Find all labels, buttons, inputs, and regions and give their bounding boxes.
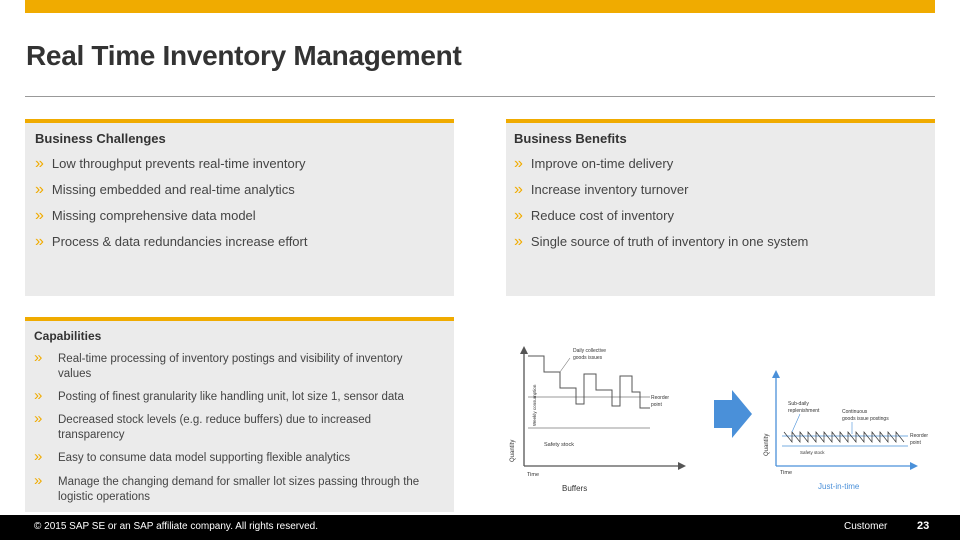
buffers-ylabel: Quantity [510,439,516,462]
daily-issues-label-2: goods issues [573,355,603,361]
jit-y-arrow-icon [772,370,780,378]
benefit-item: » Improve on-time delivery [514,155,674,172]
buffers-stock-curve [528,356,650,408]
chevron-bullet-icon: » [34,387,43,404]
chevron-bullet-icon: » [35,181,44,198]
classification-label: Customer [844,521,888,532]
chevron-bullet-icon: » [35,207,44,224]
buffers-ylabel-2: Weekly consumption [532,384,537,426]
subdaily-label-2: replenishment [788,408,820,414]
challenge-item: » Missing embedded and real-time analytics [35,181,295,198]
page-title: Real Time Inventory Management [26,40,462,71]
inventory-diagram [500,340,940,500]
chevron-bullet-icon: » [34,448,43,465]
chevron-bullet-icon: » [35,233,44,250]
jit-chart [764,370,928,491]
continuous-label-2: goods issue postings [842,416,889,422]
daily-issues-label-1: Daily collective [573,348,607,354]
chevron-bullet-icon: » [514,181,523,198]
capabilities-accent [25,317,454,321]
chevron-bullet-icon: » [514,207,523,224]
subdaily-pointer [792,414,800,432]
chevron-bullet-icon: » [34,410,43,427]
business-challenges-panel [25,119,454,296]
challenge-item: » Low throughput prevents real-time inventory [35,155,306,172]
challenge-item: » Process & data redundancies increase effort [35,233,308,250]
top-accent-bar [25,0,935,13]
buffers-xlabel: Time [527,472,540,478]
challenges-heading: Business Challenges [35,131,166,146]
jit-ylabel: Quantity [764,433,770,456]
benefits-accent [506,119,935,123]
benefit-item: » Increase inventory turnover [514,181,689,198]
chevron-bullet-icon: » [34,349,43,366]
copyright-text: © 2015 SAP SE or an SAP affiliate company. All rights reserved. [34,521,319,532]
footer-bar [0,515,960,540]
title-divider [25,96,935,97]
reorder-label-1: Reorder [651,395,670,401]
chevron-bullet-icon: » [34,472,43,489]
jit-reorder-label-1: Reorder [910,433,929,439]
jit-safety-label: Safety stock [800,450,825,455]
jit-stock-curve [784,432,904,442]
safety-stock-label: Safety stock [544,442,574,448]
chevron-bullet-icon: » [514,233,523,250]
buffers-caption: Buffers [562,484,588,493]
jit-caption: Just-in-time [818,482,860,491]
jit-xlabel: Time [780,470,793,476]
challenge-item: » Missing comprehensive data model [35,207,256,224]
chevron-bullet-icon: » [514,155,523,172]
transition-arrow-icon [714,390,752,438]
buffers-x-arrow-icon [678,462,686,470]
business-benefits-panel [506,119,935,296]
continuous-label-1: Continuous [842,409,868,415]
buffers-chart [510,346,686,493]
daily-issues-pointer [560,358,570,372]
benefit-item: » Reduce cost of inventory [514,207,674,224]
jit-x-arrow-icon [910,462,918,470]
capabilities-heading: Capabilities [34,329,102,343]
buffers-y-arrow-icon [520,346,528,354]
reorder-label-2: point [651,402,662,408]
page-number: 23 [917,520,930,532]
subdaily-label-1: Sub-daily [788,401,809,407]
challenges-accent [25,119,454,123]
benefits-heading: Business Benefits [514,131,627,146]
benefit-item: » Single source of truth of inventory in one system [514,233,809,250]
capabilities-panel: Capabilities » Real-time processing of inventory postings and visibility of inventory values » Posting of finest granularity like handling unit, lot size 1, sensor data » Decreased stock levels (e.g. reduce buffers) due to increased transparency » Easy to consume data model supporting flexible analytics » Manage the changing demand for smaller lot sizes passing through the logistic operations [25,317,454,512]
chevron-bullet-icon: » [35,155,44,172]
jit-reorder-label-2: point [910,440,921,446]
